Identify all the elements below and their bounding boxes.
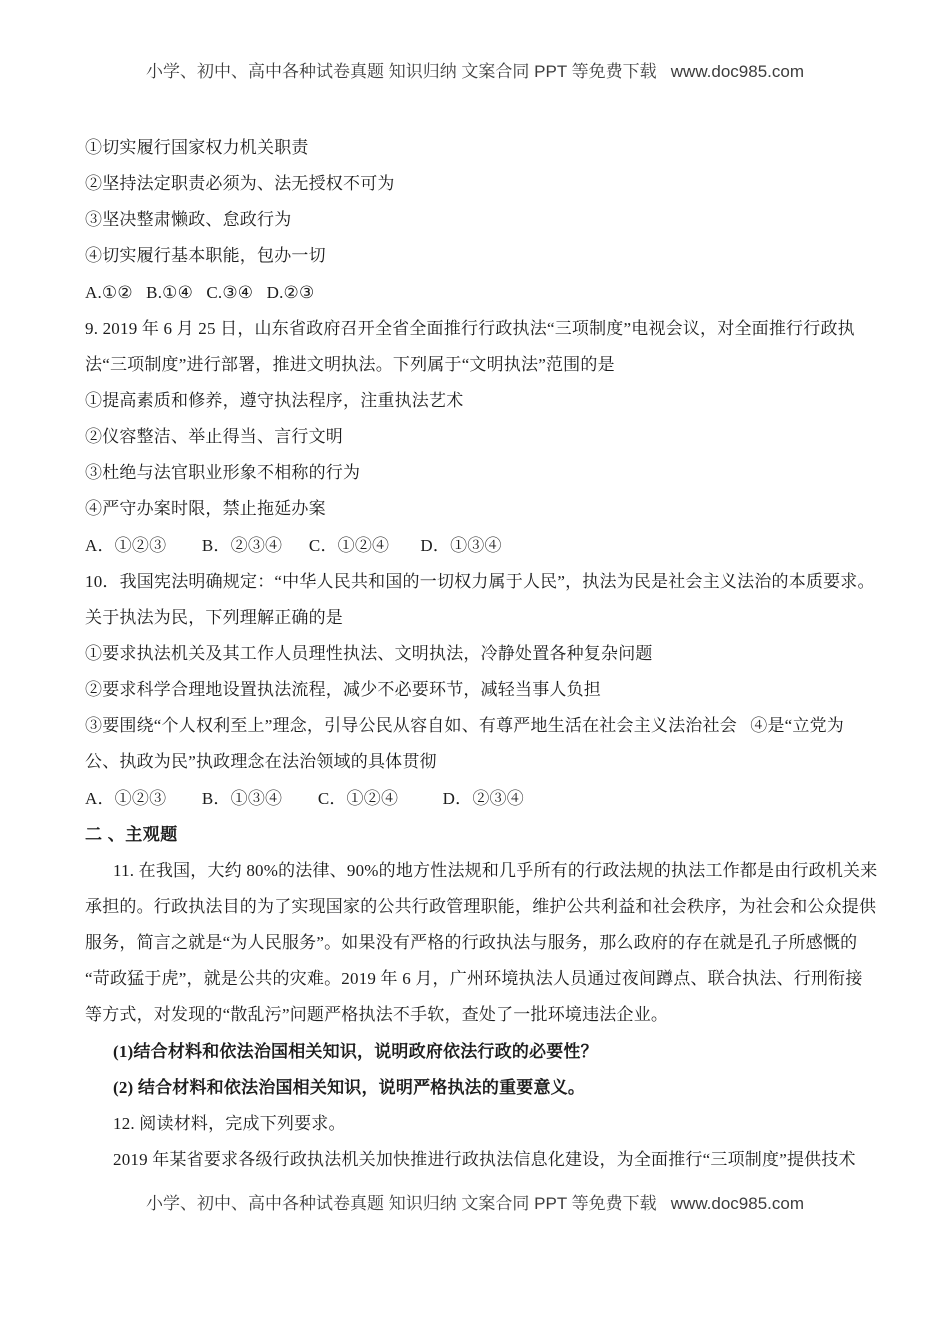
q11-subquestion-1: (1)结合材料和依法治国相关知识，说明政府依法行政的必要性？ (113, 1041, 598, 1061)
q9-stem-line-2: 法“三项制度”进行部署，推进文明执法。下列属于“文明执法”范围的是 (85, 354, 615, 374)
q9-options: A．①②③ B．②③④ C．①②④ D．①③④ (85, 535, 502, 555)
q10-choice-3-4-line-1: ③要围绕“个人权利至上”理念，引导公民从容自如、有尊严地生活在社会主义法治社会 ④是“立党为 (85, 716, 844, 736)
q11-material-line-3: 服务，简言之就是“为人民服务”。如果没有严格的行政执法与服务，那么政府的存在就是孔子所感慨的 (85, 933, 858, 953)
q11-subquestion-2: (2) 结合材料和依法治国相关知识，说明严格执法的重要意义。 (113, 1077, 586, 1097)
watermark-footer: 小学、初中、高中各种试卷真题 知识归纳 文案合同 PPT 等免费下载 www.doc985.com (145, 1194, 805, 1213)
q8-choice-2: ②坚持法定职责必须为、法无授权不可为 (85, 174, 395, 194)
q12-stem: 12. 阅读材料，完成下列要求。 (113, 1113, 346, 1133)
section-heading-subjective: 二 、主观题 (85, 824, 178, 844)
q12-material-line-1: 2019 年某省要求各级行政执法机关加快推进行政执法信息化建设，为全面推行“三项制度”提供技术 (113, 1149, 856, 1169)
q9-stem-line-1: 9. 2019 年 6 月 25 日，山东省政府召开全省全面推行行政执法“三项制度”电视会议，对全面推行行政执 (85, 318, 855, 338)
q11-material-line-2: 承担的。行政执法目的为了实现国家的公共行政管理职能，维护公共利益和社会秩序，为社会和公众提供 (85, 896, 877, 916)
q9-choice-2: ②仪容整洁、举止得当、言行文明 (85, 427, 343, 447)
q8-choice-1: ①切实履行国家权力机关职责 (85, 138, 309, 157)
q10-stem-line-1: 10．我国宪法明确规定：“中华人民共和国的一切权力属于人民”，执法为民是社会主义法治的本质要求。 (85, 571, 875, 591)
q10-stem-line-2: 关于执法为民，下列理解正确的是 (85, 607, 343, 627)
q9-choice-3: ③杜绝与法官职业形象不相称的行为 (85, 463, 361, 483)
q11-material-line-4: “苛政猛于虎”，就是公共的灾难。2019 年 6 月，广州环境执法人员通过夜间蹲点、联合执法、行刑衔接 (85, 969, 863, 989)
q10-choice-4-line-2: 公、执政为民”执政理念在法治领域的具体贯彻 (85, 752, 437, 772)
document-body (85, 130, 878, 1178)
q10-options: A．①②③ B．①③④ C．①②④ D．②③④ (85, 788, 524, 808)
q9-choice-4: ④严守办案时限，禁止拖延办案 (85, 499, 326, 519)
q8-choice-4: ④切实履行基本职能，包办一切 (85, 246, 326, 266)
q11-material-line-1: 11. 在我国，大约 80%的法律、90%的地方性法规和几乎所有的行政法规的执法工作都是由行政机关来 (113, 860, 878, 880)
q10-choice-2: ②要求科学合理地设置执法流程，减少不必要环节，减轻当事人负担 (85, 680, 601, 700)
q10-choice-1: ①要求执法机关及其工作人员理性执法、文明执法，冷静处置各种复杂问题 (85, 643, 653, 663)
q8-options: A.①② B.①④ C.③④ D.②③ (85, 282, 315, 302)
q11-material-line-5: 等方式，对发现的“散乱污”问题严格执法不手软，查处了一批环境违法企业。 (85, 1005, 669, 1025)
watermark-header: 小学、初中、高中各种试卷真题 知识归纳 文案合同 PPT 等免费下载 www.doc985.com (145, 62, 805, 81)
q8-choice-3: ③坚决整肃懒政、怠政行为 (85, 210, 292, 230)
q9-choice-1: ①提高素质和修养，遵守执法程序，注重执法艺术 (85, 390, 464, 410)
